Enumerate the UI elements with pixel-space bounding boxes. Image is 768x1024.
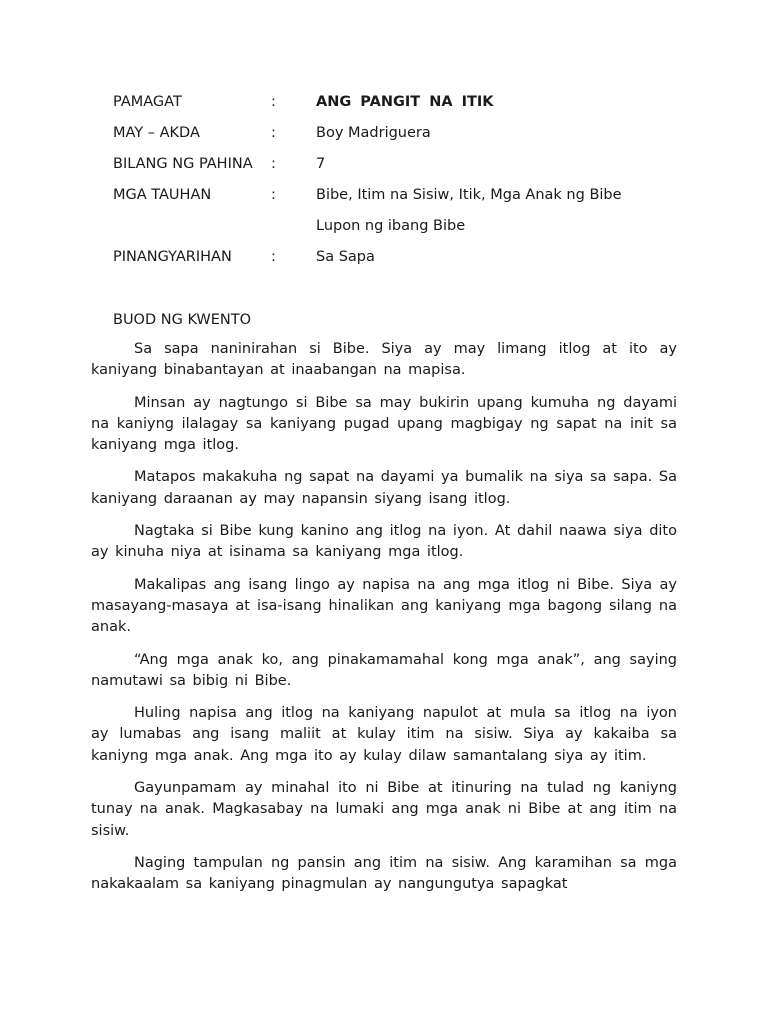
- info-colon: :: [271, 156, 276, 172]
- characters-list: Bibe, Itim na Sisiw, Itik, Mga Anak ng Bibe: [316, 187, 622, 203]
- author-name: Boy Madriguera: [316, 125, 431, 141]
- book-info-table: [113, 90, 683, 276]
- summary-paragraph: Minsan ay nagtungo si Bibe sa may bukirin upang kumuha ng dayami na kaniyng ilalagay sa kaniyang pugad upang magbigay ng sapat na init sa kaniyang mga itlog.: [91, 394, 677, 454]
- summary-paragraph: Naging tampulan ng pansin ang itim na sisiw. Ang karamihan sa mga nakakaalam sa kaniyang pinagmulan ay nangungutya sapagkat: [91, 854, 677, 893]
- summary-paragraph: Sa sapa naninirahan si Bibe. Siya ay may limang itlog at ito ay kaniyang binabantayan at inaabangan na mapisa.: [91, 341, 677, 379]
- info-row-characters-cont: [113, 214, 683, 245]
- summary-paragraph: Nagtaka si Bibe kung kanino ang itlog na iyon. At dahil naawa siya dito ay kinuha niya at isinama sa kaniyang mga itlog.: [91, 523, 677, 561]
- summary-paragraph: Huling napisa ang itlog na kaniyang napulot at mula sa itlog na iyon ay lumabas ang isang maliit at kulay itim na sisiw. Siya ay kakaiba sa kaniyng mga anak. Ang mga ito ay kulay dilaw samantalang siya ay itim.: [91, 705, 677, 764]
- info-colon: :: [271, 249, 276, 265]
- info-row-setting: [113, 245, 683, 276]
- info-label: PAMAGAT: [113, 94, 182, 110]
- info-label: MAY – AKDA: [113, 125, 200, 141]
- page-count: 7: [316, 156, 326, 172]
- story-title: ANG PANGIT NA ITIK: [316, 94, 494, 110]
- info-row-pages: [113, 152, 683, 183]
- summary-paragraph: Makalipas ang isang lingo ay napisa na ang mga itlog ni Bibe. Siya ay masayang-masaya at isa-isang hinalikan ang kaniyang mga bagong silang na anak.: [91, 576, 677, 636]
- characters-list-continued: Lupon ng ibang Bibe: [316, 218, 466, 234]
- info-row-title: [113, 90, 683, 121]
- summary-paragraph: Matapos makakuha ng sapat na dayami ya bumalik na siya sa sapa. Sa kaniyang daraanan ay may napansin siyang isang itlog.: [91, 469, 677, 507]
- info-label: PINANGYARIHAN: [113, 249, 232, 265]
- info-colon: :: [271, 125, 276, 141]
- summary-paragraph: Gayunpamam ay minahal ito ni Bibe at itinuring na tulad ng kaniyng tunay na anak. Magkasabay na lumaki ang mga anak ni Bibe at ang itim na sisiw.: [91, 780, 677, 839]
- story-setting: Sa Sapa: [316, 249, 375, 265]
- info-colon: :: [271, 187, 276, 203]
- summary-body: [91, 339, 677, 907]
- info-colon: :: [271, 94, 276, 110]
- info-row-characters: [113, 183, 683, 214]
- info-row-author: [113, 121, 683, 152]
- summary-paragraph: “Ang mga anak ko, ang pinakamamahal kong mga anak”, ang saying namutawi sa bibig ni Bibe.: [91, 651, 677, 689]
- info-label: BILANG NG PAHINA: [113, 156, 253, 172]
- summary-heading: BUOD NG KWENTO: [113, 312, 252, 328]
- info-label: MGA TAUHAN: [113, 187, 212, 203]
